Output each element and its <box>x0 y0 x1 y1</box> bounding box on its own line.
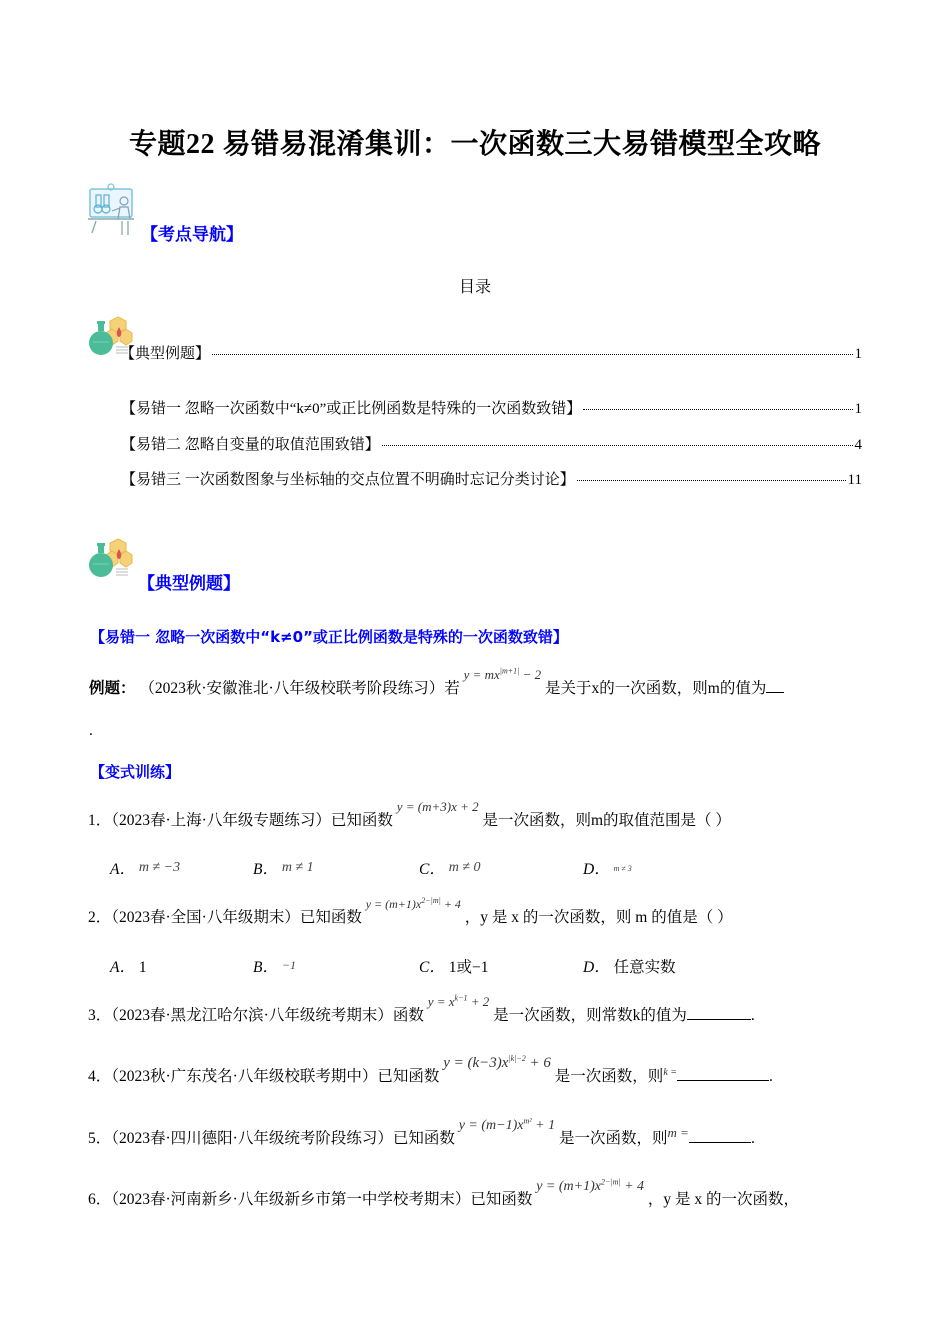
toc-leader-dots <box>212 353 852 355</box>
question-5: 5．（2023春·四川德阳·八年级统考阶段练习）已知函数 $y = (m-1)x^{m^2} + 1$ 是一次函数，则$^{m =}$ . <box>88 1116 755 1147</box>
toc-entry-label: 【易错三 一次函数图象与坐标轴的交点位置不明确时忘记分类讨论】 <box>121 472 575 488</box>
toc-entry-label: 【典型例题】 <box>120 346 211 362</box>
toc-leader-dots <box>583 408 852 410</box>
q1-option-b[interactable]: B． m ≠ 1 <box>253 860 314 878</box>
answer-blank[interactable] <box>687 1019 751 1020</box>
toc-page-number: 4 <box>854 437 862 453</box>
q2-option-c[interactable]: C． 1或−1 <box>419 959 489 976</box>
q4-formula: $y = (k-3)x^{|k|-2} + 6$ <box>443 1054 551 1071</box>
q2-option-d[interactable]: D． 任意实数 <box>583 959 676 976</box>
toc-leader-dots <box>382 444 853 446</box>
section-heading: 【典型例题】 <box>138 574 240 594</box>
q1-formula: y = (m+3)x + 2 <box>396 799 479 814</box>
example-source: （2023秋·安徽淮北·八年级校联考阶段练习）若 <box>139 680 460 697</box>
subsection-heading: 【易错一 忽略一次函数中“k≠0”或正比例函数是特殊的一次函数致错】 <box>90 628 568 646</box>
example-end: . <box>89 722 93 739</box>
toc-page-number: 11 <box>847 472 862 488</box>
question-2: 2．（2023春·全国·八年级期末）已知函数 $^{y = (m+1)x^{2-|m|} + 4}$ ，y 是 x 的一次函数，则 m 的值是（ ） <box>88 896 733 926</box>
toc-entry-label: 【易错一 忽略一次函数中“k≠0”或正比例函数是特殊的一次函数致错】 <box>121 401 582 417</box>
toc-entry-label: 【易错二 忽略自变量的取值范围致错】 <box>121 437 380 453</box>
toc-entry-2[interactable] <box>121 433 862 454</box>
q6-formula: $y = (m+1)x^{2-|m|} + 4$ <box>536 1177 645 1194</box>
toc-title: 目录 <box>458 279 491 296</box>
q1-option-d[interactable]: D． m ≠ 3 <box>583 861 632 878</box>
q2-formula: y = (m+1)x2−|m| + 4 <box>365 896 461 911</box>
q2-option-a[interactable]: A． 1 <box>110 959 147 976</box>
q1-option-c[interactable]: C． m ≠ 0 <box>419 860 481 878</box>
example-formula: y = mx|m+1| − 2 <box>463 666 542 682</box>
question-6: 6．（2023春·河南新乡·八年级新乡市第一中学校考期末）已知函数 $y = (m+1)x^{2-|m|} + 4$ ，y 是 x 的一次函数， <box>88 1177 800 1208</box>
document-title: 专题22 易错易混淆集训：一次函数三大易错模型全攻略 <box>128 129 821 160</box>
question-4: 4．（2023秋·广东茂名·八年级校联考期中）已知函数 $y = (k-3)x^{|k|-2} + 6$ 是一次函数，则$^{k =}$ . <box>88 1054 773 1085</box>
answer-blank[interactable] <box>677 1080 769 1081</box>
nav-heading: 【考点导航】 <box>141 225 243 245</box>
q3-formula: y = xk−1 + 2 <box>427 993 490 1009</box>
q2-option-b[interactable]: B． −1 <box>253 958 296 976</box>
example-question <box>89 666 784 698</box>
toc-leader-dots <box>577 479 846 481</box>
toc-page-number: 1 <box>854 401 862 417</box>
toc-entry-main[interactable] <box>120 342 862 363</box>
practice-heading: 【变式训练】 <box>90 763 181 781</box>
toc-entry-3[interactable] <box>121 468 862 489</box>
teacher-board-icon <box>86 183 138 242</box>
question-1: 1．（2023春·上海·八年级专题练习）已知函数 $^{y = (m+3)x + 2}$ 是一次函数，则m的取值范围是（ ） <box>88 799 731 829</box>
question-3: 3．（2023春·黑龙江哈尔滨·八年级统考期末）函数 $^{y = x^{k-1} + 2}$ 是一次函数，则常数k的值为 . <box>88 993 755 1024</box>
example-tail: 是关于x的一次函数，则m的值为 <box>545 680 767 697</box>
answer-blank[interactable] <box>766 692 784 693</box>
answer-blank[interactable] <box>689 1142 751 1143</box>
q1-option-a[interactable]: A． m ≠ −3 <box>110 860 181 878</box>
flask-icon <box>88 537 134 584</box>
q5-formula: $y = (m-1)x^{m^2} + 1$ <box>458 1116 556 1133</box>
toc-page-number: 1 <box>854 346 862 362</box>
example-label: 例题： <box>89 679 136 697</box>
toc-entry-1[interactable] <box>121 397 862 418</box>
